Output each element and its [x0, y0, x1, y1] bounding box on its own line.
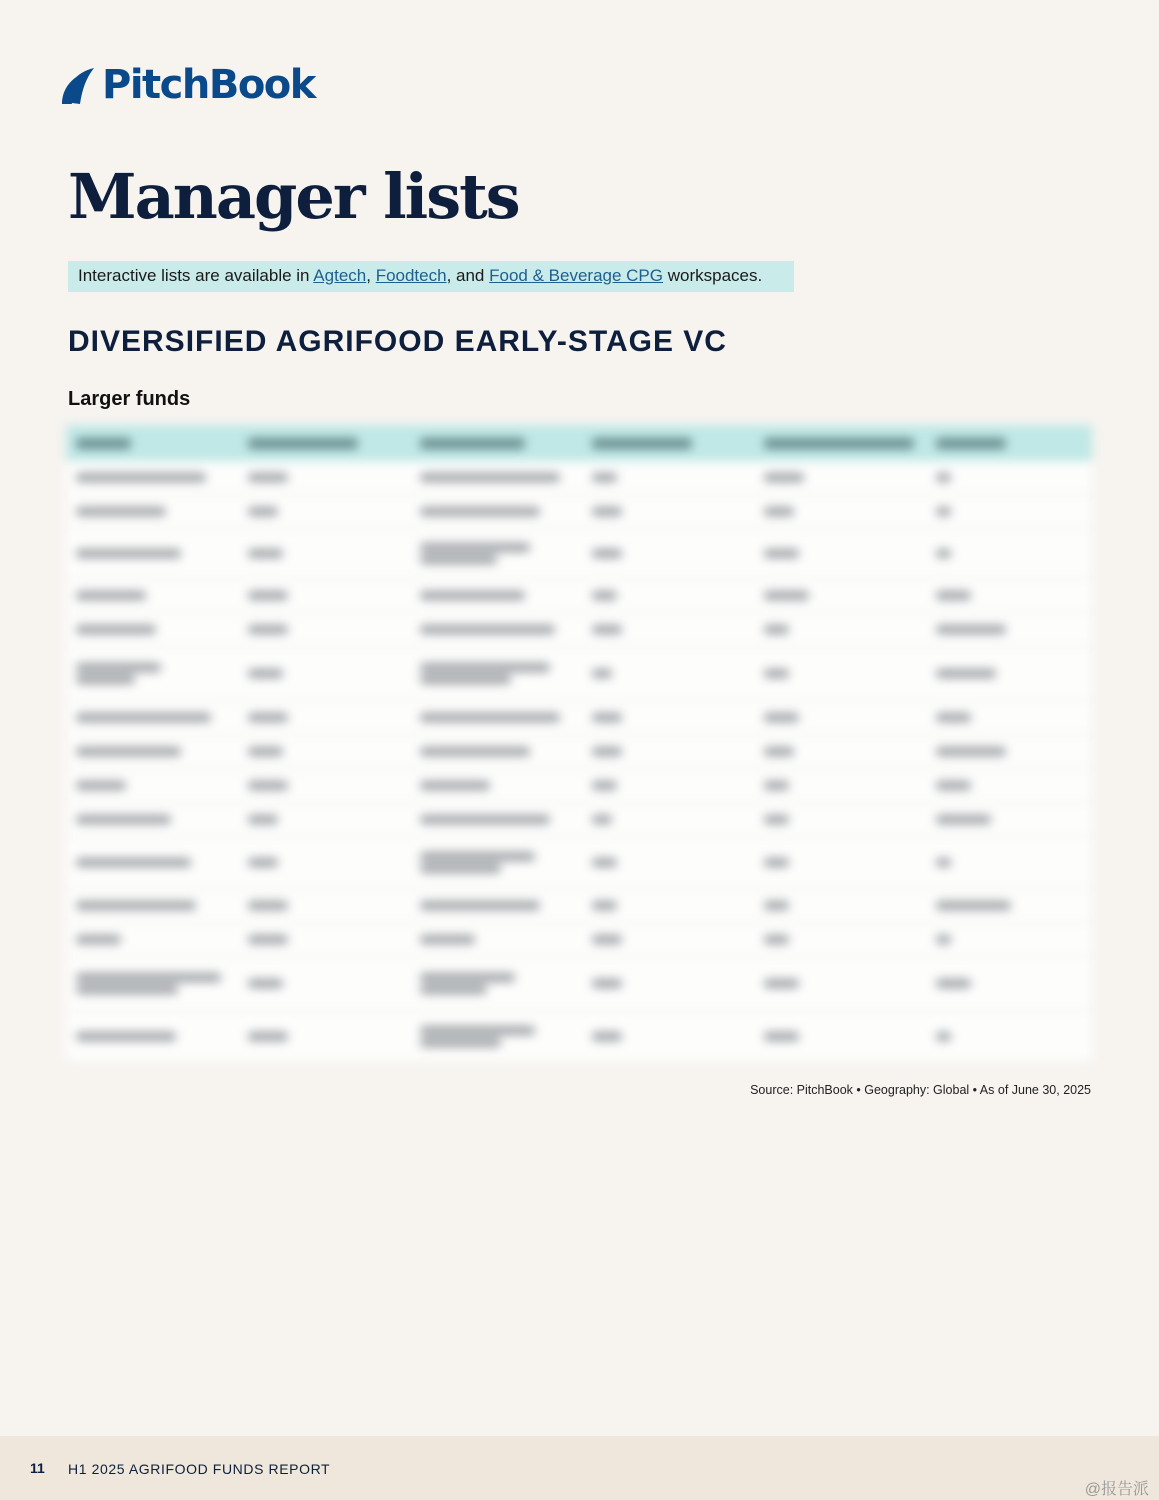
table-cell [66, 855, 238, 870]
table-cell [582, 666, 754, 681]
table-cell [238, 622, 410, 637]
agtech-link[interactable]: Agtech [313, 266, 367, 285]
table-header-cell [926, 438, 1092, 449]
table-cell [238, 778, 410, 793]
table-cell [926, 546, 1092, 561]
table-cell [582, 710, 754, 725]
table-cell [410, 970, 582, 997]
table-cell [66, 778, 238, 793]
table-cell [754, 588, 926, 603]
table-cell [582, 976, 754, 991]
table-header-cell [410, 438, 582, 449]
table-cell [238, 588, 410, 603]
table-cell [66, 588, 238, 603]
table-cell [410, 660, 582, 687]
table-cell [926, 778, 1092, 793]
table-body [66, 461, 1092, 1063]
table-cell [754, 546, 926, 561]
table-row [66, 579, 1092, 613]
table-cell [66, 898, 238, 913]
table-cell [238, 855, 410, 870]
table-cell [238, 546, 410, 561]
table-row [66, 923, 1092, 957]
table-cell [926, 504, 1092, 519]
workspace-callout [68, 261, 794, 292]
callout-prefix: Interactive lists are available in [78, 266, 314, 285]
subsection-title: Larger funds [68, 388, 191, 410]
source-note: Source: PitchBook • Geography: Global • As of June 30, 2025 [750, 1083, 1091, 1097]
table-cell [66, 970, 238, 997]
table-cell [926, 932, 1092, 947]
table-header-cell [238, 438, 410, 449]
section-title: DIVERSIFIED AGRIFOOD EARLY-STAGE VC [68, 325, 727, 358]
table-cell [410, 849, 582, 876]
table-cell [66, 470, 238, 485]
table-cell [410, 622, 582, 637]
table-cell [410, 710, 582, 725]
table-cell [410, 898, 582, 913]
table-cell [582, 504, 754, 519]
table-cell [754, 778, 926, 793]
table-cell [66, 710, 238, 725]
table-cell [926, 666, 1092, 681]
page-footer [0, 1436, 1159, 1500]
table-cell [410, 744, 582, 759]
table-cell [582, 778, 754, 793]
table-cell [66, 546, 238, 561]
table-cell [582, 932, 754, 947]
foodtech-link[interactable]: Foodtech [375, 266, 447, 285]
table-row [66, 889, 1092, 923]
callout-suffix: workspaces. [663, 266, 763, 285]
table-header-cell [66, 438, 238, 449]
table-cell [754, 976, 926, 991]
table-cell [754, 744, 926, 759]
table-cell [582, 622, 754, 637]
table-cell [754, 1029, 926, 1044]
table-cell [582, 1029, 754, 1044]
table-cell [238, 710, 410, 725]
table-row [66, 647, 1092, 701]
table-cell [754, 855, 926, 870]
table-cell [66, 812, 238, 827]
table-cell [582, 546, 754, 561]
table-header-cell [582, 438, 754, 449]
table-cell [754, 622, 926, 637]
brand-name: PitchBook [102, 62, 315, 108]
table-row [66, 529, 1092, 579]
table-row [66, 461, 1092, 495]
table-cell [926, 1029, 1092, 1044]
table-cell [754, 932, 926, 947]
table-cell [238, 1029, 410, 1044]
table-cell [926, 622, 1092, 637]
table-row [66, 837, 1092, 889]
table-row [66, 613, 1092, 647]
table-cell [66, 932, 238, 947]
table-cell [582, 898, 754, 913]
table-cell [926, 470, 1092, 485]
watermark: @报告派 [1084, 1481, 1149, 1498]
table-cell [926, 855, 1092, 870]
table-cell [238, 504, 410, 519]
table-cell [410, 812, 582, 827]
blurred-manager-table [66, 425, 1092, 1065]
table-cell [926, 588, 1092, 603]
table-cell [238, 744, 410, 759]
table-cell [926, 976, 1092, 991]
table-cell [238, 470, 410, 485]
table-cell [754, 710, 926, 725]
table-row [66, 803, 1092, 837]
table-cell [410, 932, 582, 947]
table-header [66, 425, 1092, 461]
table-row [66, 1011, 1092, 1063]
callout-separator: , [366, 266, 376, 285]
table-row [66, 769, 1092, 803]
table-header-cell [754, 438, 926, 449]
table-cell [410, 778, 582, 793]
table-cell [66, 504, 238, 519]
pitchbook-leaf-icon [60, 64, 98, 106]
table-cell [238, 932, 410, 947]
table-cell [754, 812, 926, 827]
table-cell [926, 710, 1092, 725]
table-cell [238, 812, 410, 827]
table-cell [410, 1023, 582, 1050]
table-cell [410, 588, 582, 603]
table-cell [926, 744, 1092, 759]
table-cell [66, 1029, 238, 1044]
table-cell [754, 666, 926, 681]
table-cell [410, 540, 582, 567]
table-cell [926, 812, 1092, 827]
table-row [66, 957, 1092, 1011]
table-cell [66, 660, 238, 687]
table-cell [582, 744, 754, 759]
food-beverage-cpg-link[interactable]: Food & Beverage CPG [489, 266, 663, 285]
table-cell [754, 504, 926, 519]
table-row [66, 735, 1092, 769]
callout-separator: , and [446, 266, 490, 285]
page-number: 11 [30, 1460, 45, 1476]
table-cell [410, 504, 582, 519]
table-cell [582, 588, 754, 603]
table-cell [926, 898, 1092, 913]
table-cell [238, 898, 410, 913]
table-row [66, 701, 1092, 735]
table-cell [582, 812, 754, 827]
table-cell [238, 976, 410, 991]
page-title: Manager lists [68, 160, 519, 233]
table-cell [582, 470, 754, 485]
pitchbook-logo [60, 62, 315, 108]
table-cell [410, 470, 582, 485]
table-cell [238, 666, 410, 681]
table-cell [66, 744, 238, 759]
table-row [66, 495, 1092, 529]
table-cell [754, 470, 926, 485]
report-name: H1 2025 AGRIFOOD FUNDS REPORT [68, 1461, 331, 1477]
table-cell [582, 855, 754, 870]
table-cell [754, 898, 926, 913]
table-cell [66, 622, 238, 637]
